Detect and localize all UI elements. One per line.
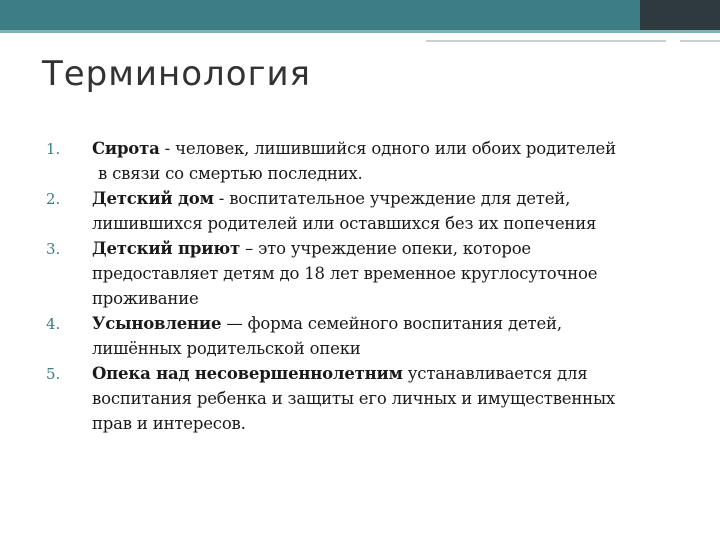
term: Опека над несовершеннолетним: [92, 364, 403, 383]
definition-line: лишившихся родителей или оставшихся без их попечения: [92, 214, 597, 233]
decorative-rule: [680, 40, 720, 42]
definition-line: устанавливается для: [407, 364, 588, 383]
definition-line: в связи со смертью последних.: [98, 164, 363, 183]
list-item: [46, 186, 686, 236]
definition-line: воспитания ребенка и защиты его личных и имущественных: [92, 389, 616, 408]
decorative-rule: [426, 40, 666, 42]
list-item-text: [92, 361, 672, 436]
header-band: [0, 0, 720, 30]
definition-line: воспитательное учреждение для детей,: [229, 189, 571, 208]
list-item-number: 3.: [46, 240, 61, 258]
term: Детский дом: [92, 189, 214, 208]
list-item-number: 2.: [46, 190, 61, 208]
definition-line: предоставляет детям до 18 лет временное круглосуточное: [92, 264, 598, 283]
list-item-text: [92, 186, 672, 236]
list-item: [46, 236, 686, 311]
header-band-dark-segment: [640, 0, 720, 30]
list-item-number: 5.: [46, 365, 61, 383]
list-item-text: [92, 311, 672, 361]
list-item-text: [92, 236, 672, 311]
term-separator: -: [159, 139, 176, 158]
list-item-text: [92, 136, 672, 186]
definition-line: форма семейного воспитания детей,: [247, 314, 562, 333]
list-item: [46, 361, 686, 436]
term-separator: -: [213, 189, 230, 208]
list-item-number: 1.: [46, 140, 61, 158]
list-item: [46, 311, 686, 361]
list-item: [46, 136, 686, 186]
definition-line: прав и интересов.: [92, 414, 246, 433]
term: Сирота: [92, 139, 160, 158]
definition-line: лишённых родительской опеки: [92, 339, 361, 358]
term-separator: —: [221, 314, 248, 333]
header-accent-line: [0, 30, 720, 33]
definition-line: человек, лишившийся одного или обоих родителей: [175, 139, 616, 158]
page-title: Терминология: [42, 54, 311, 94]
term: Усыновление: [92, 314, 222, 333]
term: Детский приют: [92, 239, 240, 258]
definition-line: это учреждение опеки, которое: [258, 239, 531, 258]
list-item-number: 4.: [46, 315, 61, 333]
terminology-list: [46, 136, 686, 436]
definition-line: проживание: [92, 289, 199, 308]
term-separator: –: [239, 239, 259, 258]
